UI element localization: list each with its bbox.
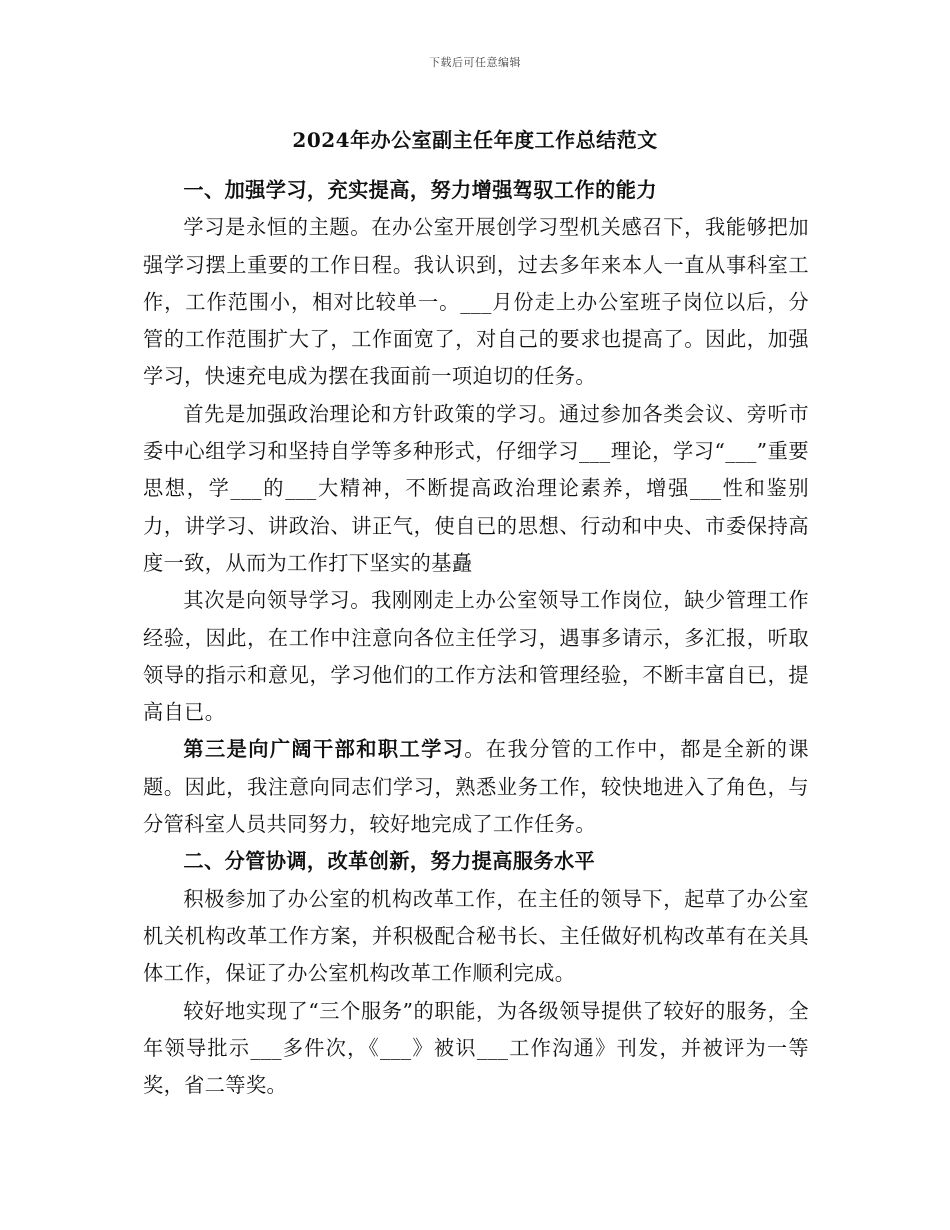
section-1-heading: 一、加强学习，充实提高，努力增强驾驭工作的能力 — [183, 178, 657, 202]
section-2-heading: 二、分管协调，改革创新，努力提高服务水平 — [183, 849, 596, 874]
document-body — [143, 172, 809, 1104]
section-1-paragraph-4 — [143, 731, 809, 843]
section-2-paragraph-1: 积极参加了办公室的机构改革工作，在主任的领导下，起草了办公室机关机构改革工作方案，并积极配合秘书长、主任做好机构改革有在关具体工作，保证了办公室机构改革工作顺利完成。 — [143, 886, 809, 986]
section-1-paragraph-1: 学习是永恒的主题。在办公室开展创学习型机关感召下，我能够把加强学习摆上重要的工作日程。我认识到，过去多年来本人一直从事科室工作，工作范围小，相对比较单一。___月份走上办公室班子岗位以后，分管的工作范围扩大了，工作面宽了，对自己的要求也提高了。因此，加强学习，快速充电成为摆在我面前一项迫切的任务。 — [143, 215, 809, 389]
section-1-paragraph-4-rest: 。在我分管的工作中，都是全新的课题。因此，我注意向同志们学习，熟悉业务工作，较快地进入了角色，与分管科室人员共同努力，较好地完成了工作任务。 — [143, 737, 810, 837]
section-1-paragraph-4-lead: 第三是向广阔干部和职工学习 — [183, 737, 465, 762]
section-1-paragraph-3: 其次是向领导学习。我刚刚走上办公室领导工作岗位，缺少管理工作经验，因此，在工作中注意向各位主任学习，遇事多请示，多汇报，听取领导的指示和意见，学习他们的工作方法和管理经验，不断丰富自已，提高自已。 — [143, 588, 809, 725]
section-2-paragraph-2: 较好地实现了“三个服务”的职能，为各级领导提供了较好的服务，全年领导批示___多件次，《___》被识___工作沟通》刊发，并被评为一等奖，省二等奖。 — [143, 998, 809, 1098]
section-1-paragraph-2: 首先是加强政治理论和方针政策的学习。通过参加各类会议、旁听市委中心组学习和坚持自学等多种形式，仔细学习___理论，学习“___”重要思想，学___的___大精神，不断提高政治理论素养，增强___性和鉴别力，讲学习、讲政治、讲正气，使自已的思想、行动和中央、市委保持高度一致，从而为工作打下坚实的基矗 — [143, 401, 809, 575]
document-title: 2024年办公室副主任年度工作总结范文 — [292, 128, 658, 152]
page-header-note: 下载后可任意编辑 — [429, 56, 521, 69]
